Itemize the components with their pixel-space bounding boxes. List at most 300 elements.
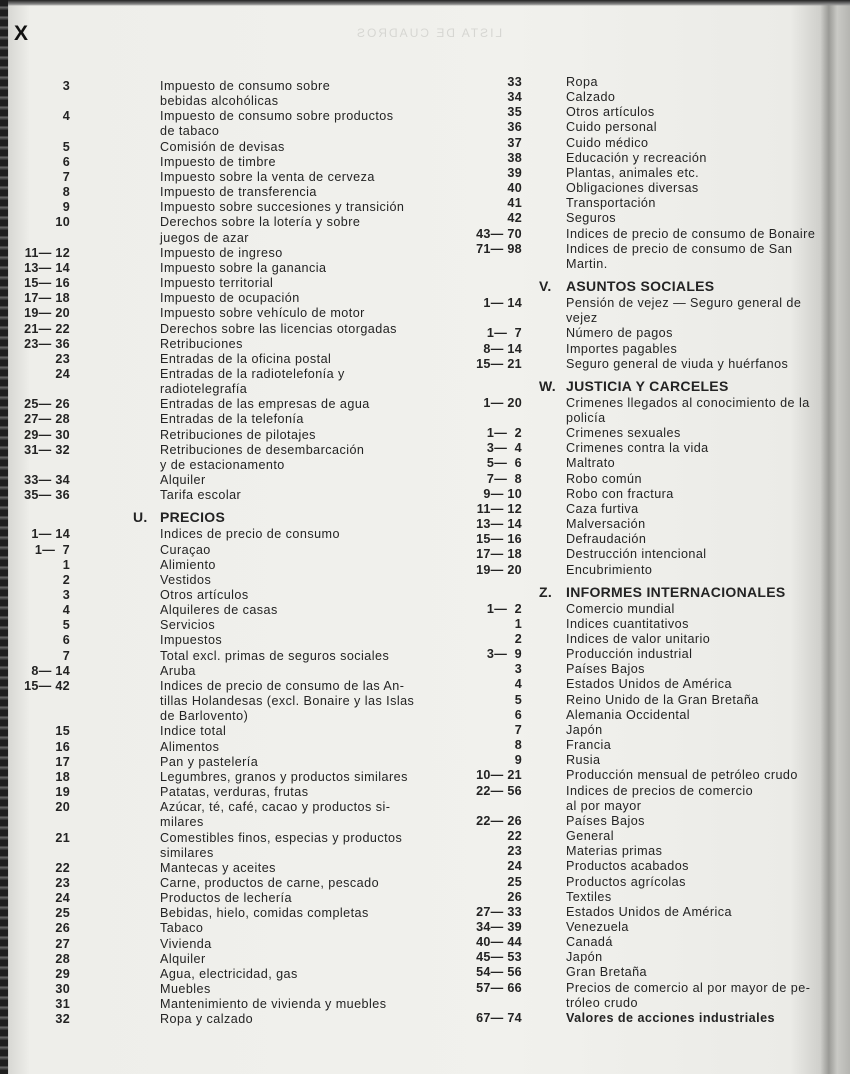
table-title-line: similares (160, 845, 214, 860)
table-number: 15— 16 (24, 276, 70, 291)
table-list-entry (440, 396, 830, 426)
table-list-entry (0, 352, 450, 367)
table-title (160, 997, 450, 1012)
table-title-line: Total excl. primas de seguros sociales (160, 648, 390, 663)
table-title (160, 967, 450, 982)
table-title-line: Pensión de vejez — Seguro general de (566, 296, 802, 311)
table-title (566, 326, 830, 341)
table-title (566, 753, 830, 768)
table-list-entry (0, 397, 450, 412)
table-number: 57— 66 (476, 980, 522, 995)
table-title-line: Pan y pastelería (160, 754, 259, 769)
table-number: 2 (62, 572, 70, 587)
table-title (160, 428, 450, 443)
table-title (566, 844, 830, 859)
table-list-entry (440, 632, 830, 647)
table-list-entry (440, 859, 830, 874)
table-title (160, 770, 450, 785)
table-number: 8— 14 (31, 663, 70, 678)
table-number: 23 (55, 875, 70, 890)
table-list-entry (440, 1011, 830, 1026)
table-number: 4 (62, 603, 70, 618)
table-title-line: Destrucción intencional (566, 547, 707, 562)
table-list-entry (0, 337, 450, 352)
table-title-line: Estados Unidos de América (566, 677, 732, 692)
table-title (566, 120, 830, 135)
table-title (566, 859, 830, 874)
table-list-entry (0, 1012, 450, 1027)
table-title-line: Mantecas y aceites (160, 860, 276, 875)
table-list-entry (440, 890, 830, 905)
table-list-entry (440, 981, 830, 1011)
table-title-line: Japón (566, 722, 603, 737)
table-title-line: Impuesto sobre vehículo de motor (160, 306, 365, 321)
table-title-line: Materias primas (566, 844, 663, 859)
table-title (160, 618, 450, 633)
table-list-entry (440, 708, 830, 723)
table-number: 3 (62, 588, 70, 602)
table-title (566, 1011, 830, 1026)
table-title (160, 443, 450, 473)
table-number: 34 (507, 90, 522, 105)
table-title-line: Crimenes sexuales (566, 426, 681, 441)
table-number: 39 (507, 165, 522, 180)
table-number: 8 (62, 185, 70, 200)
table-number: 54— 56 (476, 965, 522, 980)
table-title-line: Servicios (160, 618, 216, 633)
table-title (566, 723, 830, 738)
table-title (160, 155, 450, 170)
table-title (566, 905, 830, 920)
table-title (566, 677, 830, 692)
table-list-entry (0, 443, 450, 473)
table-title (566, 242, 830, 272)
table-list-entry (0, 527, 450, 542)
table-title-line: Muebles (160, 982, 211, 997)
table-list-entry (0, 276, 450, 291)
table-list-entry (0, 306, 450, 321)
table-list-entry (0, 679, 450, 724)
table-title-line: Transportación (566, 196, 656, 211)
table-list-entry (440, 75, 830, 90)
table-list-entry (0, 664, 450, 679)
table-title-line: Indices cuantitativos (566, 616, 689, 631)
table-title (160, 527, 450, 542)
table-number: 19— 20 (24, 306, 70, 321)
table-number: 29 (55, 966, 70, 981)
table-number: 1— 2 (486, 426, 522, 441)
table-title (160, 664, 450, 679)
table-list-entry (0, 367, 450, 397)
table-title-line: Cuido médico (566, 135, 649, 150)
table-list-entry (440, 532, 830, 547)
table-list-entry (440, 227, 830, 242)
table-title-line: Alquiler (160, 951, 206, 966)
table-title (160, 412, 450, 427)
table-title (160, 352, 450, 367)
table-number: 4 (514, 677, 522, 692)
table-title (160, 649, 450, 664)
table-title-line: Rusia (566, 753, 601, 768)
table-title (566, 396, 830, 426)
table-list-left-column (0, 79, 450, 1028)
table-list-entry (440, 950, 830, 965)
table-title-line: Legumbres, granos y productos similares (160, 769, 408, 784)
table-number: 40 (507, 181, 522, 196)
table-number: 27— 33 (476, 904, 522, 919)
table-list-entry (0, 740, 450, 755)
table-list-entry (440, 136, 830, 151)
table-title (160, 397, 450, 412)
table-title (566, 151, 830, 166)
section-title: INFORMES INTERNACIONALES (566, 583, 786, 600)
table-title (566, 814, 830, 829)
table-list-entry (0, 997, 450, 1012)
table-number: 1— 20 (483, 395, 522, 410)
table-title (566, 342, 830, 357)
table-number: 41 (507, 196, 522, 211)
table-title (160, 633, 450, 648)
table-list-entry (440, 326, 830, 341)
table-list-entry (0, 785, 450, 800)
table-title-line: Productos agrícolas (566, 874, 686, 889)
table-number: 25— 26 (24, 397, 70, 412)
table-title (566, 90, 830, 105)
table-list-entry (0, 473, 450, 488)
table-title-line: Otros artículos (566, 105, 655, 120)
table-title-line: Canadá (566, 935, 613, 950)
table-title-line: Carne, productos de carne, pescado (160, 875, 380, 890)
table-title-line: Países Bajos (566, 662, 645, 677)
table-title-line: Indice total (160, 724, 227, 739)
table-title (160, 558, 450, 573)
table-title (160, 724, 450, 739)
table-list-entry (0, 261, 450, 276)
table-title-line: Indices de valor unitario (566, 632, 711, 646)
table-title-line: Entradas de la telefonía (160, 412, 304, 427)
table-number: 9— 10 (483, 486, 522, 501)
table-number: 34— 39 (476, 919, 522, 934)
table-list-entry (440, 105, 830, 120)
table-title (566, 296, 830, 326)
table-list-entry (440, 753, 830, 768)
table-title-line: Robo con fractura (566, 486, 674, 501)
table-number: 37 (507, 135, 522, 150)
table-number: 6 (62, 154, 70, 169)
table-title (566, 181, 830, 196)
table-number: 23 (507, 844, 522, 859)
table-list-entry (440, 875, 830, 890)
table-list-entry (0, 428, 450, 443)
table-number: 36 (507, 120, 522, 135)
table-number: 21— 22 (24, 321, 70, 336)
table-list-entry (0, 170, 450, 185)
table-number: 10— 21 (476, 768, 522, 783)
table-number: 38 (507, 150, 522, 165)
table-number: 15— 42 (24, 678, 70, 693)
table-number: 8— 14 (483, 341, 522, 356)
table-title-line: Importes pagables (566, 341, 678, 356)
table-title (160, 952, 450, 967)
table-title (566, 602, 830, 617)
table-list-entry (440, 196, 830, 211)
table-number: 27 (55, 936, 70, 951)
table-list-entry (0, 618, 450, 633)
table-title (160, 215, 450, 245)
table-number: 27— 28 (24, 412, 70, 427)
table-title (160, 261, 450, 276)
section-letter: U. (133, 509, 148, 526)
table-title-line: Entradas de la oficina postal (160, 351, 332, 366)
table-list-entry (440, 547, 830, 562)
table-title (566, 965, 830, 980)
table-title-line: y de estacionamento (160, 457, 285, 472)
table-title-line: Impuesto de ocupación (160, 291, 300, 306)
table-number: 13— 14 (476, 517, 522, 532)
table-number: 24 (55, 891, 70, 906)
table-title-line: tróleo crudo (566, 995, 638, 1010)
table-list-entry (440, 784, 830, 814)
table-title (160, 109, 450, 139)
table-title-line: Indices de precio de consumo (160, 527, 340, 542)
section-title: JUSTICIA Y CARCELES (566, 377, 729, 394)
table-title (566, 211, 830, 226)
table-title-line: Reino Unido de la Gran Bretaña (566, 692, 759, 707)
table-title (566, 875, 830, 890)
table-list-entry (0, 633, 450, 648)
table-title (566, 547, 830, 562)
table-number: 23— 36 (24, 336, 70, 351)
table-number: 2 (514, 632, 522, 646)
table-number: 33 (507, 75, 522, 89)
table-title-line: Producción industrial (566, 647, 693, 662)
table-title-line: Malversación (566, 517, 646, 532)
table-title-line: Impuesto de ingreso (160, 245, 283, 260)
page-number: X (14, 22, 29, 45)
table-title-line: General (566, 829, 614, 844)
table-list-entry (0, 322, 450, 337)
table-title-line: Derechos sobre la lotería y sobre (160, 215, 361, 230)
table-list-entry (440, 181, 830, 196)
table-number: 21 (55, 830, 70, 845)
table-title (160, 1012, 450, 1027)
table-number: 3— 9 (486, 647, 522, 662)
table-list-entry (0, 982, 450, 997)
table-title (160, 921, 450, 936)
table-title (160, 831, 450, 861)
table-title-line: Patatas, verduras, frutas (160, 785, 309, 800)
table-title-line: milares (160, 815, 204, 830)
table-number: 24 (507, 859, 522, 874)
table-list-entry (0, 291, 450, 306)
table-title-line: Agua, electricidad, gas (160, 966, 298, 981)
table-number: 1— 7 (34, 542, 70, 557)
table-number: 8 (514, 738, 522, 753)
table-title-line: Retribuciones (160, 336, 243, 351)
table-title (160, 170, 450, 185)
table-title (566, 196, 830, 211)
table-title-line: juegos de azar (160, 230, 249, 245)
section-heading (440, 278, 830, 295)
table-title (160, 276, 450, 291)
table-title-line: Producción mensual de petróleo crudo (566, 768, 798, 783)
table-title (566, 105, 830, 120)
table-title (566, 532, 830, 547)
table-list-entry (440, 517, 830, 532)
table-title (160, 588, 450, 603)
table-title (160, 861, 450, 876)
table-title-line: Textiles (566, 889, 612, 904)
table-title-line: Defraudación (566, 532, 647, 547)
table-title-line: Número de pagos (566, 326, 673, 341)
table-number: 22— 56 (476, 783, 522, 798)
table-list-entry (0, 724, 450, 739)
table-title-line: Productos de lechería (160, 891, 292, 906)
table-list-entry (440, 211, 830, 226)
table-number: 7 (514, 722, 522, 737)
table-title (566, 829, 830, 844)
section-heading (440, 378, 830, 395)
table-list-entry (0, 109, 450, 139)
table-list-entry (440, 647, 830, 662)
table-list-entry (440, 120, 830, 135)
table-number: 17— 18 (476, 547, 522, 562)
table-number: 45— 53 (476, 950, 522, 965)
table-title-line: Impuesto sobre succesiones y transición (160, 200, 405, 215)
table-title-line: Impuestos (160, 633, 223, 648)
section-title: PRECIOS (160, 509, 226, 526)
table-title (566, 472, 830, 487)
table-title-line: Vivienda (160, 936, 212, 951)
table-title (160, 891, 450, 906)
table-list-entry (440, 426, 830, 441)
table-number: 3 (62, 79, 70, 93)
table-number: 22 (55, 860, 70, 875)
table-number: 26 (507, 889, 522, 904)
section-letter: W. (539, 377, 556, 394)
table-list-entry (440, 472, 830, 487)
table-list-entry (440, 723, 830, 738)
table-list-entry (440, 844, 830, 859)
table-title (566, 738, 830, 753)
table-title (566, 487, 830, 502)
table-title-line: bebidas alcohólicas (160, 94, 279, 109)
table-title-line: Impuesto sobre la venta de cerveza (160, 169, 375, 184)
table-number: 9 (62, 200, 70, 215)
table-title-line: Impuesto territorial (160, 276, 274, 291)
table-title-line: Calzado (566, 90, 616, 105)
table-title (160, 367, 450, 397)
table-list-entry (0, 861, 450, 876)
table-list-entry (0, 876, 450, 891)
table-list-entry (0, 831, 450, 861)
table-list-entry (440, 662, 830, 677)
table-number: 23 (55, 351, 70, 366)
table-number: 1— 14 (31, 527, 70, 542)
table-title (160, 140, 450, 155)
table-title-line: Obligaciones diversas (566, 181, 699, 196)
table-number: 35 (507, 105, 522, 120)
table-number: 28 (55, 951, 70, 966)
table-title-line: Maltrato (566, 456, 616, 471)
table-number: 9 (514, 753, 522, 768)
table-title (566, 768, 830, 783)
table-number: 24 (55, 366, 70, 381)
table-title (566, 502, 830, 517)
table-number: 1 (514, 616, 522, 631)
table-list-entry (0, 603, 450, 618)
table-title (566, 662, 830, 677)
table-list-entry (0, 952, 450, 967)
section-heading (0, 509, 450, 526)
table-title (160, 185, 450, 200)
table-list-entry (0, 79, 450, 109)
table-title (160, 246, 450, 261)
table-number: 19— 20 (476, 562, 522, 577)
table-number: 25 (55, 906, 70, 921)
table-title-line: al por mayor (566, 798, 642, 813)
table-list-entry (440, 357, 830, 372)
table-title-line: Estados Unidos de América (566, 904, 732, 919)
table-title (160, 291, 450, 306)
table-title-line: Ropa y calzado (160, 1012, 254, 1027)
table-number: 31— 32 (24, 442, 70, 457)
table-title-line: Azúcar, té, café, cacao y productos si- (160, 800, 391, 815)
table-list-entry (0, 921, 450, 936)
table-number: 13— 14 (24, 260, 70, 275)
table-number: 22— 26 (476, 813, 522, 828)
table-list-entry (440, 920, 830, 935)
table-number: 11— 12 (476, 501, 522, 516)
table-title (566, 693, 830, 708)
table-list-entry (0, 573, 450, 588)
table-title-line: de Barlovento) (160, 709, 249, 724)
table-list-entry (440, 563, 830, 578)
table-list-entry (0, 649, 450, 664)
table-list-entry (0, 246, 450, 261)
table-list-entry (440, 935, 830, 950)
table-title-line: radiotelegrafía (160, 382, 248, 397)
table-title (160, 982, 450, 997)
table-title-line: Crimenes llegados al conocimiento de la (566, 395, 810, 410)
table-title-line: Tabaco (160, 921, 204, 936)
table-number: 1— 7 (486, 326, 522, 341)
table-list-entry (440, 151, 830, 166)
table-title-line: Robo común (566, 471, 642, 486)
table-title-line: de tabaco (160, 124, 220, 139)
table-title (566, 456, 830, 471)
table-number: 7 (62, 169, 70, 184)
table-list-entry (440, 502, 830, 517)
table-title-line: Otros artículos (160, 588, 249, 602)
table-title-line: Derechos sobre las licencias otorgadas (160, 321, 397, 336)
table-number: 29— 30 (24, 427, 70, 442)
table-number: 31 (55, 997, 70, 1012)
table-title-line: Precios de comercio al por mayor de pe- (566, 980, 811, 995)
table-title (566, 950, 830, 965)
table-title-line: Impuesto de timbre (160, 154, 276, 169)
table-title (160, 740, 450, 755)
table-list-entry (0, 543, 450, 558)
table-title (566, 517, 830, 532)
table-number: 6 (62, 633, 70, 648)
table-number: 42 (507, 211, 522, 226)
table-title (566, 227, 830, 242)
table-title-line: Alimiento (160, 557, 216, 572)
table-number: 5 (62, 618, 70, 633)
table-title (566, 75, 830, 90)
table-title-line: Seguro general de viuda y huérfanos (566, 356, 789, 371)
